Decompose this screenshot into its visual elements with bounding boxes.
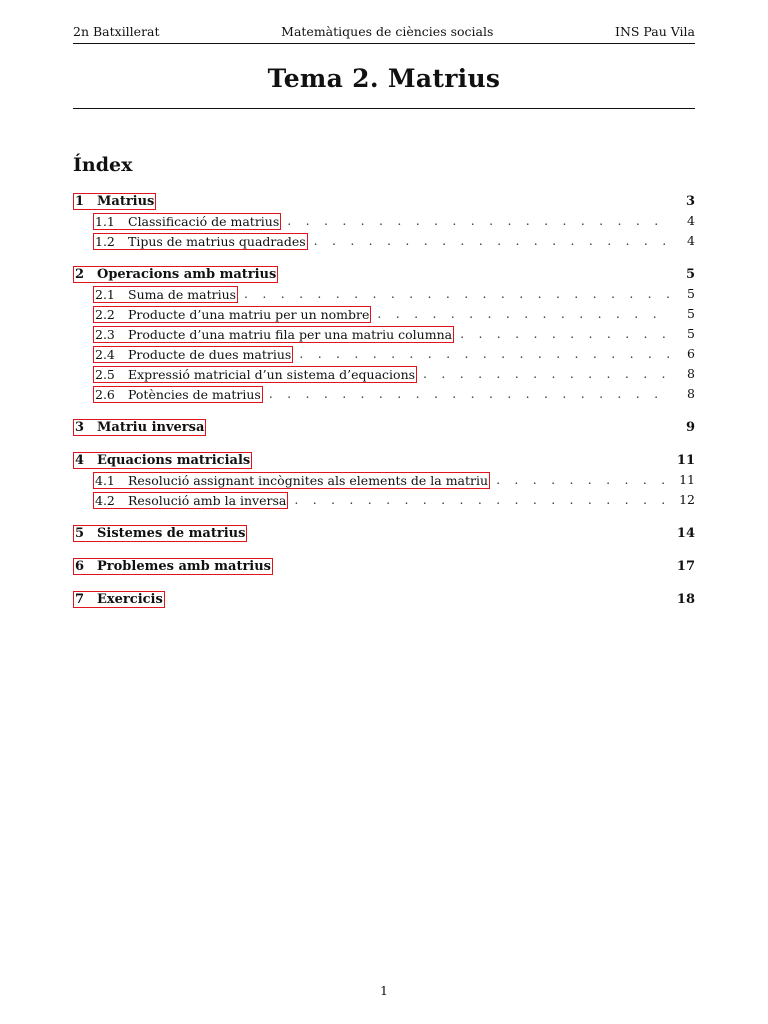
- toc-subsection-title: Classificació de matrius: [128, 213, 280, 229]
- toc-page-number: 4: [687, 213, 695, 228]
- toc-page-number: 12: [679, 492, 695, 507]
- toc-link-section-4[interactable]: [73, 452, 252, 469]
- toc-page-number: 11: [676, 453, 695, 468]
- toc-section-title: Problemes amb matrius: [97, 559, 272, 574]
- toc-section-number: 5: [75, 526, 85, 541]
- toc-subsection-title: Expressió matricial d’un sistema d’equacions: [128, 366, 416, 382]
- toc-section-1: [73, 192, 695, 211]
- toc-leader-dots: [299, 344, 671, 364]
- header-left: 2n Batxillerat: [73, 24, 160, 39]
- toc-section-title: Equacions matricials: [97, 453, 251, 468]
- toc-link-subsection-2.2[interactable]: [93, 306, 371, 323]
- toc-link-section-5[interactable]: [73, 525, 247, 542]
- toc-link-subsection-2.5[interactable]: [93, 366, 417, 383]
- toc-section-4: [73, 451, 695, 470]
- toc-subsection-number: 2.5: [95, 366, 115, 382]
- toc-subsection-title: Tipus de matrius quadrades: [128, 233, 306, 249]
- toc-link-subsection-2.1[interactable]: [93, 286, 238, 303]
- toc-page-number: 11: [679, 472, 695, 487]
- toc-page-number: 3: [685, 194, 695, 209]
- toc-subsection-number: 4.2: [95, 492, 115, 508]
- toc-leader-dots: [377, 304, 671, 324]
- toc-page-number: 9: [685, 420, 695, 435]
- toc-leader-dots: [460, 324, 671, 344]
- toc-link-subsection-1.1[interactable]: [93, 213, 281, 230]
- toc-section-title: Exercicis: [97, 592, 163, 607]
- toc-section-number: 2: [75, 267, 85, 282]
- header-center: Matemàtiques de ciències socials: [281, 24, 494, 39]
- running-header: [73, 24, 695, 42]
- toc-link-section-3[interactable]: [73, 419, 206, 436]
- page-number-footer: 1: [380, 983, 388, 998]
- toc-leader-dots: [269, 384, 671, 404]
- toc-subsection-4.1: [73, 470, 695, 490]
- toc-page-number: 6: [687, 346, 695, 361]
- toc-subsection-title: Potències de matrius: [128, 386, 261, 402]
- toc-page-number: 8: [687, 386, 695, 401]
- toc-page-number: 14: [676, 526, 695, 541]
- toc-page-number: 17: [676, 559, 695, 574]
- toc-section-number: 7: [75, 592, 85, 607]
- page-title: Tema 2. Matrius: [267, 64, 501, 93]
- toc-leader-dots: [294, 490, 671, 510]
- toc-subsection-number: 4.1: [95, 472, 115, 488]
- toc-leader-dots: [496, 470, 671, 490]
- header-rule: [73, 43, 695, 44]
- toc-link-section-6[interactable]: [73, 558, 273, 575]
- toc-subsection-2.4: [73, 344, 695, 364]
- toc-subsection-title: Producte d’una matriu per un nombre: [128, 306, 370, 322]
- toc-section-number: 4: [75, 453, 85, 468]
- toc-subsection-title: Resolució amb la inversa: [128, 492, 287, 508]
- toc-subsection-4.2: [73, 490, 695, 510]
- toc-subsection-number: 2.1: [95, 286, 115, 302]
- toc-subsection-1.2: [73, 231, 695, 251]
- toc-section-7: [73, 590, 695, 609]
- toc-section-3: [73, 418, 695, 437]
- toc-page-number: 5: [687, 306, 695, 321]
- toc-leader-dots: [287, 211, 671, 231]
- toc-subsection-number: 1.1: [95, 213, 115, 229]
- toc-link-subsection-2.6[interactable]: [93, 386, 263, 403]
- toc-page-number: 5: [685, 267, 695, 282]
- toc-section-5: [73, 524, 695, 543]
- toc-link-subsection-4.1[interactable]: [93, 472, 490, 489]
- toc-leader-dots: [244, 284, 671, 304]
- toc-section-number: 6: [75, 559, 85, 574]
- toc-section-2: [73, 265, 695, 284]
- toc-subsection-2.3: [73, 324, 695, 344]
- toc-section-number: 1: [75, 194, 85, 209]
- toc-page-number: 5: [687, 326, 695, 341]
- index-heading: Índex: [73, 154, 133, 176]
- toc-section-title: Matriu inversa: [97, 420, 205, 435]
- toc-leader-dots: [423, 364, 671, 384]
- toc-page-number: 5: [687, 286, 695, 301]
- toc-subsection-title: Producte d’una matriu fila per una matriu columna: [128, 326, 453, 342]
- toc-subsection-2.1: [73, 284, 695, 304]
- toc-section-title: Matrius: [97, 194, 155, 209]
- header-right: INS Pau Vila: [615, 24, 695, 39]
- toc-subsection-number: 2.6: [95, 386, 115, 402]
- toc-page-number: 4: [687, 233, 695, 248]
- toc-leader-dots: [314, 231, 671, 251]
- toc-subsection-number: 2.3: [95, 326, 115, 342]
- table-of-contents: [73, 192, 695, 609]
- toc-subsection-title: Producte de dues matrius: [128, 346, 292, 362]
- toc-link-section-2[interactable]: [73, 266, 278, 283]
- toc-page-number: 18: [676, 592, 695, 607]
- toc-link-subsection-2.4[interactable]: [93, 346, 293, 363]
- toc-subsection-number: 1.2: [95, 233, 115, 249]
- toc-subsection-2.6: [73, 384, 695, 404]
- toc-link-section-7[interactable]: [73, 591, 165, 608]
- toc-section-title: Operacions amb matrius: [97, 267, 277, 282]
- toc-section-title: Sistemes de matrius: [97, 526, 246, 541]
- toc-subsection-2.5: [73, 364, 695, 384]
- toc-subsection-title: Resolució assignant incògnites als elements de la matriu: [128, 472, 489, 488]
- toc-subsection-2.2: [73, 304, 695, 324]
- toc-section-6: [73, 557, 695, 576]
- toc-link-subsection-2.3[interactable]: [93, 326, 454, 343]
- title-rule: [73, 108, 695, 109]
- toc-subsection-number: 2.2: [95, 306, 115, 322]
- toc-subsection-title: Suma de matrius: [128, 286, 237, 302]
- toc-link-section-1[interactable]: [73, 193, 156, 210]
- toc-section-number: 3: [75, 420, 85, 435]
- toc-page-number: 8: [687, 366, 695, 381]
- toc-subsection-number: 2.4: [95, 346, 115, 362]
- toc-link-subsection-4.2[interactable]: [93, 492, 288, 509]
- toc-link-subsection-1.2[interactable]: [93, 233, 308, 250]
- toc-subsection-1.1: [73, 211, 695, 231]
